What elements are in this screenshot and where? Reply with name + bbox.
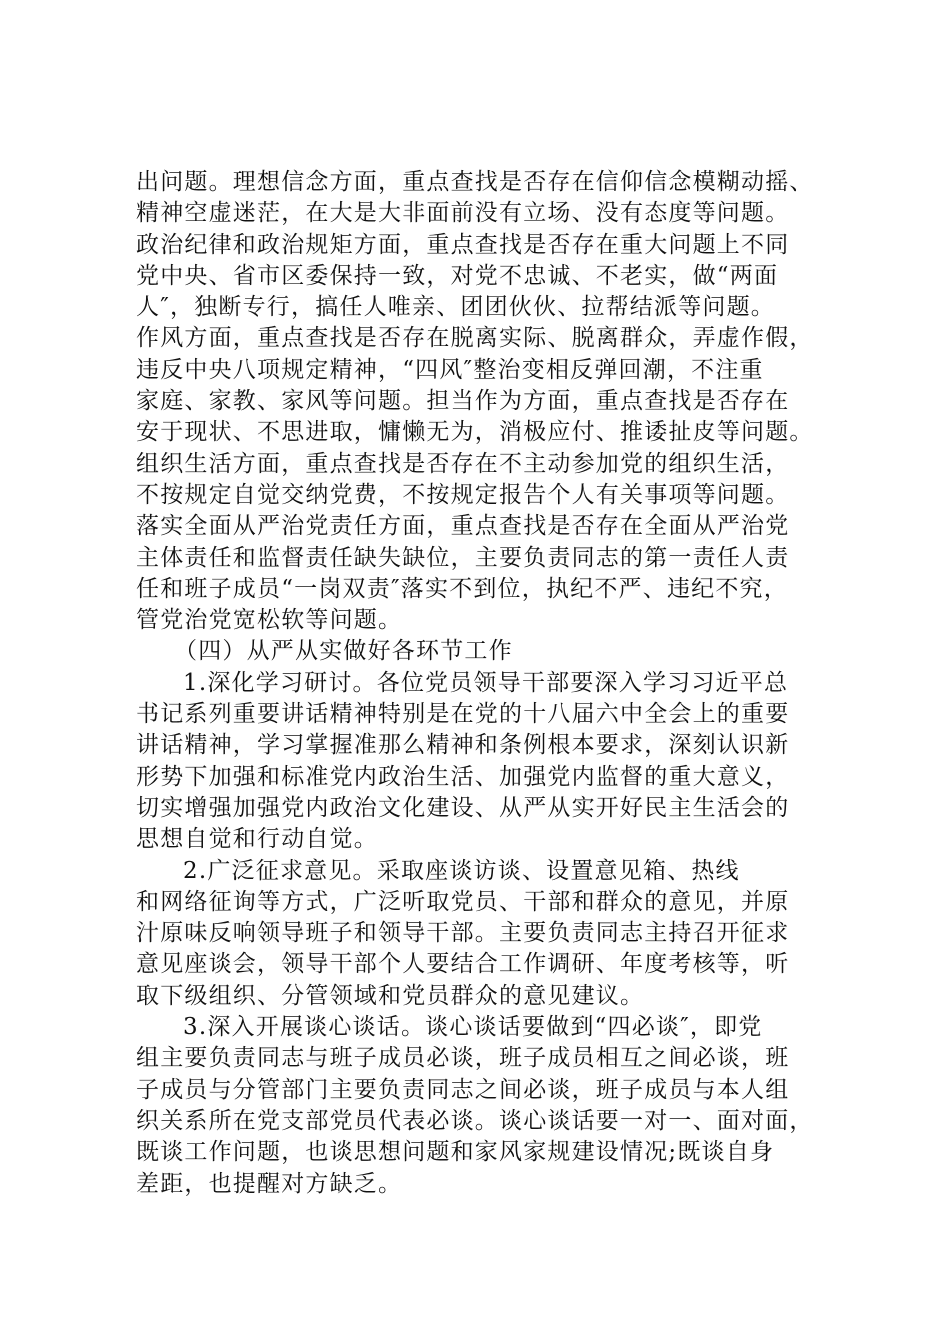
text-line: 安于现状、不思进取，慵懒无为，消极应付、推诿扯皮等问题。	[136, 419, 814, 446]
text-line: 形势下加强和标准党内政治生活、加强党内监督的重大意义，	[136, 763, 790, 790]
text-line: 书记系列重要讲话精神特别是在党的十八届六中全会上的重要	[136, 701, 790, 728]
text-line: 1.深化学习研讨。各位党员领导干部要深入学习习近平总	[183, 669, 789, 696]
text-line: 落实全面从严治党责任方面，重点查找是否存在全面从严治党	[136, 513, 790, 540]
text-line: 汁原味反响领导班子和领导干部。主要负责同志主持召开征求	[136, 920, 790, 947]
text-line: 3.深入开展谈心谈话。谈心谈话要做到“四必谈″，即党	[183, 1014, 763, 1041]
text-line: 管党治党宽松软等问题。	[136, 607, 403, 634]
text-line: 讲话精神，学习掌握准那么精神和条例根本要求，深刻认识新	[136, 732, 790, 759]
text-line: 违反中央八项规定精神，“四风″整治变相反弹回潮，不注重	[136, 356, 764, 383]
text-line: 精神空虚迷茫，在大是大非面前没有立场、没有态度等问题。	[136, 200, 790, 227]
text-line: 组织生活方面，重点查找是否存在不主动参加党的组织生活，	[136, 450, 790, 477]
text-line: 2.广泛征求意见。采取座谈访谈、设置意见箱、热线	[183, 857, 740, 884]
text-line: 主体责任和监督责任缺失缺位，主要负责同志的第一责任人责	[136, 544, 790, 571]
text-line: 切实增强加强党内政治文化建设、从严从实开好民主生活会的	[136, 794, 790, 821]
text-line: 任和班子成员“一岗双责″落实不到位，执纪不严、违纪不究，	[136, 575, 788, 602]
text-line: 取下级组织、分管领域和党员群众的意见建议。	[136, 982, 645, 1009]
document-body	[136, 167, 836, 1200]
text-line: 政治纪律和政治规矩方面，重点查找是否存在重大问题上不同	[136, 231, 790, 258]
text-line: 家庭、家教、家风等问题。担当作为方面，重点查找是否存在	[136, 388, 790, 415]
text-line: 思想自觉和行动自觉。	[136, 826, 378, 853]
text-line: 人″，独断专行，搞任人唯亲、团团伙伙、拉帮结派等问题。	[136, 294, 775, 321]
text-line: 出问题。理想信念方面，重点查找是否存在信仰信念模糊动摇、	[136, 169, 814, 195]
text-line: 党中央、省市区委保持一致，对党不忠诚、不老实，做“两面	[136, 262, 779, 289]
text-line: 组主要负责同志与班子成员必谈，班子成员相互之间必谈，班	[136, 1045, 790, 1072]
text-line: 和网络征询等方式，广泛听取党员、干部和群众的意见，并原	[136, 888, 790, 915]
text-line: 织关系所在党支部党员代表必谈。谈心谈话要一对一、面对面，	[136, 1107, 814, 1134]
text-line: 不按规定自觉交纳党费，不按规定报告个人有关事项等问题。	[136, 481, 790, 508]
text-line: 意见座谈会，领导干部个人要结合工作调研、年度考核等，听	[136, 951, 790, 978]
text-line: 既谈工作问题，也谈思想问题和家风家规建设情况;既谈自身	[136, 1139, 775, 1166]
text-line: 作风方面，重点查找是否存在脱离实际、脱离群众，弄虚作假，	[136, 325, 814, 352]
text-line: 子成员与分管部门主要负责同志之间必谈，班子成员与本人组	[136, 1076, 790, 1103]
text-line: 差距，也提醒对方缺乏。	[136, 1170, 403, 1197]
section-heading: （四）从严从实做好各环节工作	[174, 638, 513, 665]
